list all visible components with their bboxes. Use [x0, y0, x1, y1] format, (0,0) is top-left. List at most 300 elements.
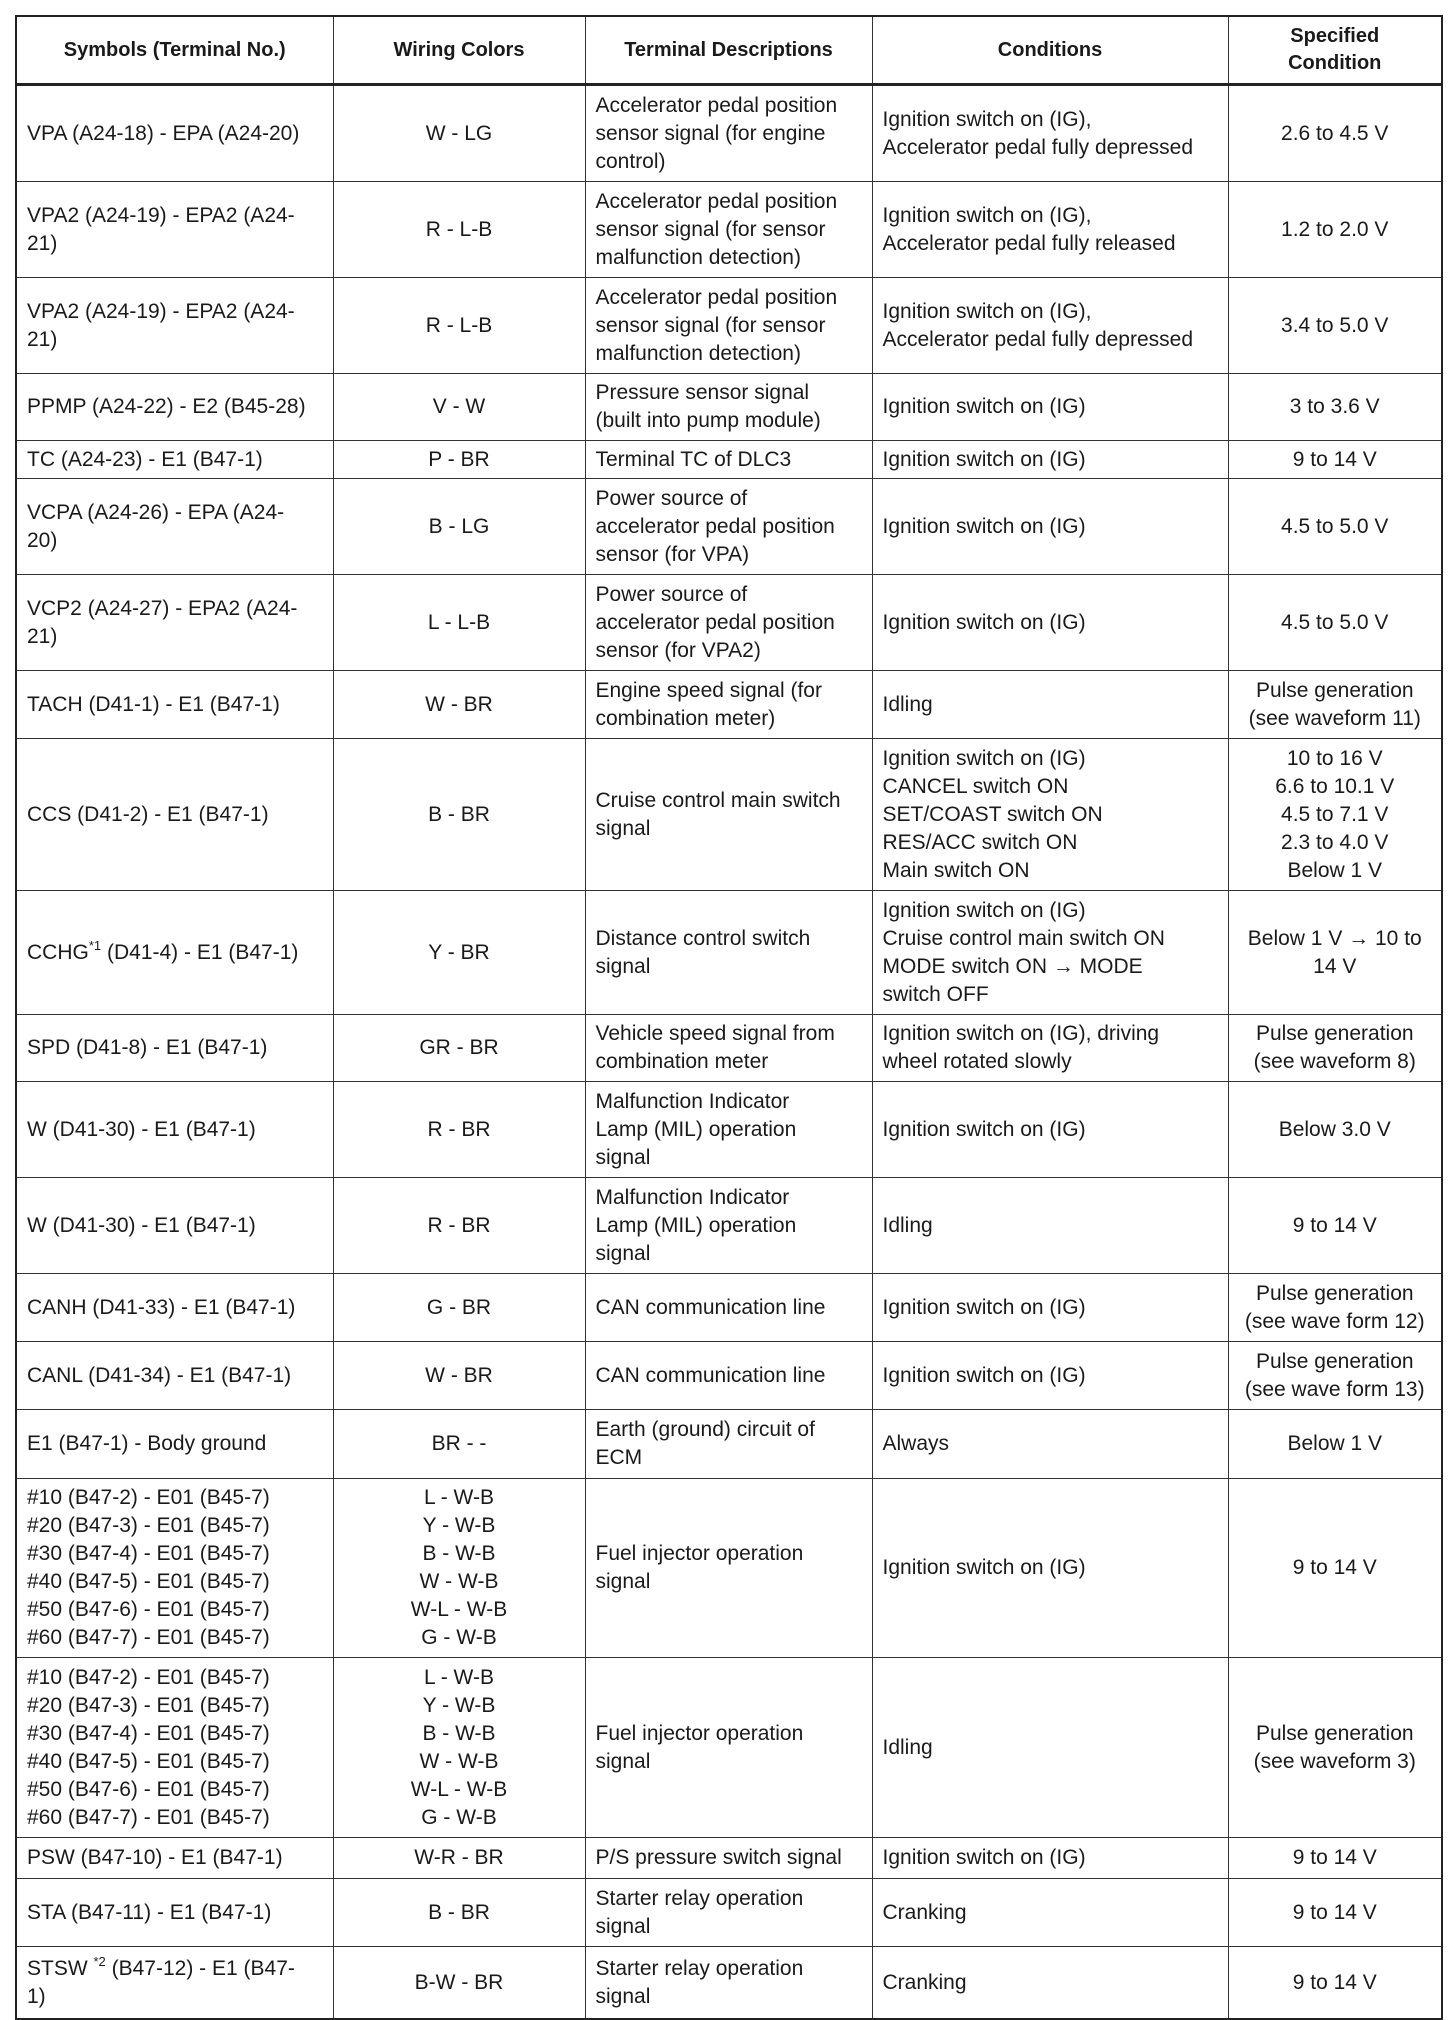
- cell-line: Y - W-B: [422, 1514, 496, 1537]
- table-row: [16, 1879, 1442, 1947]
- cell-line: L - W-B: [423, 1665, 494, 1689]
- cell-line: signal: [595, 1914, 651, 1938]
- cell-line: Distance control switch: [595, 926, 811, 950]
- cell-line: L - W-B: [423, 1486, 494, 1509]
- symbol-cell: [16, 1274, 333, 1342]
- symbol-cell: [16, 441, 333, 479]
- cell-line: Y - W-B: [422, 1693, 496, 1717]
- specified-condition-cell: [1228, 739, 1442, 891]
- header-symbols: Symbols (Terminal No.): [16, 16, 333, 85]
- cell-line: VCPA (A24-26) - EPA (A24-: [27, 500, 285, 524]
- cell-line: 4.5 to 7.1 V: [1281, 802, 1389, 826]
- cell-line: 9 to 14 V: [1292, 1900, 1377, 1924]
- conditions-cell: [872, 441, 1228, 479]
- table-row: [16, 1178, 1442, 1274]
- cell-line: #10 (B47-2) - E01 (B45-7): [27, 1486, 270, 1509]
- symbol-name: CCHG: [27, 940, 89, 964]
- cell-line: Cruise control main switch: [595, 788, 841, 812]
- symbol-cell: [16, 1479, 333, 1658]
- symbol-terminals: (D41-4) - E1 (B47-1): [101, 940, 299, 964]
- cell-line: Ignition switch on (IG), driving: [882, 1022, 1160, 1045]
- cell-line: CANH (D41-33) - E1 (B47-1): [27, 1295, 296, 1319]
- specified-condition-cell: [1228, 1658, 1442, 1838]
- cell-line: sensor (for VPA2): [595, 638, 761, 662]
- symbol-cell: [16, 1410, 333, 1479]
- cell-line: V - W: [432, 395, 486, 418]
- cell-line: (built into pump module): [595, 409, 821, 432]
- wiring-colors-cell: [333, 278, 585, 374]
- cell-line: 9 to 14 V: [1292, 1556, 1377, 1579]
- table-row: [16, 1947, 1442, 2020]
- cell-line: sensor (for VPA): [595, 542, 750, 566]
- table-body: [16, 85, 1442, 2020]
- cell-line: Ignition switch on (IG): [882, 1117, 1086, 1141]
- cell-line: P/S pressure switch signal: [595, 1846, 842, 1869]
- cell-line: #20 (B47-3) - E01 (B45-7): [27, 1514, 270, 1537]
- cell-line: Pulse generation: [1255, 1721, 1414, 1745]
- cell-line-with-footnote: [27, 1955, 323, 1983]
- cell-line: (see wave form 12): [1244, 1309, 1425, 1333]
- wiring-colors-cell: [333, 671, 585, 739]
- conditions-cell: [872, 1479, 1228, 1658]
- terminal-description-cell: [585, 1178, 872, 1274]
- cell-line: Always: [882, 1432, 950, 1455]
- cell-line: 9 to 14 V: [1292, 1846, 1377, 1869]
- cell-line: 9 to 14 V: [1292, 1970, 1377, 1994]
- symbol-cell: [16, 1178, 333, 1274]
- symbol-cell: [16, 1082, 333, 1178]
- symbol-cell: [16, 1658, 333, 1838]
- cell-line: TACH (D41-1) - E1 (B47-1): [27, 692, 280, 716]
- cell-line: sensor signal (for engine: [595, 121, 826, 145]
- header-conditions: Conditions: [872, 16, 1228, 85]
- footnote-marker: *2: [93, 1953, 106, 1969]
- cell-line: VPA2 (A24-19) - EPA2 (A24-: [27, 299, 295, 323]
- cell-line: Below 1 V: [1287, 1432, 1383, 1455]
- conditions-cell: [872, 374, 1228, 441]
- cell-line: SET/COAST switch ON: [882, 802, 1103, 826]
- cell-line: G - W-B: [421, 1626, 497, 1649]
- wiring-colors-cell: [333, 182, 585, 278]
- cell-line: Ignition switch on (IG): [882, 1846, 1086, 1869]
- table-row: [16, 575, 1442, 671]
- cell-line: 2.3 to 4.0 V: [1281, 830, 1389, 854]
- cell-line: Cranking: [882, 1970, 967, 1994]
- cell-line: Earth (ground) circuit of: [595, 1418, 815, 1441]
- cell-line: STA (B47-11) - E1 (B47-1): [27, 1900, 272, 1924]
- specified-condition-cell: [1228, 182, 1442, 278]
- cell-line: accelerator pedal position: [595, 610, 835, 634]
- conditions-cell: [872, 1082, 1228, 1178]
- table-row: [16, 1342, 1442, 1410]
- specified-condition-cell: [1228, 374, 1442, 441]
- terminal-description-cell: [585, 278, 872, 374]
- cell-line: signal: [595, 816, 651, 840]
- cell-line: Below 1 V: [1287, 858, 1383, 882]
- table-row: [16, 891, 1442, 1015]
- cell-line: Pulse generation: [1255, 1349, 1414, 1373]
- conditions-cell: [872, 1178, 1228, 1274]
- cell-line: W-L - W-B: [410, 1777, 508, 1801]
- cell-line: CCS (D41-2) - E1 (B47-1): [27, 802, 269, 826]
- cell-line: (see wave form 13): [1244, 1377, 1425, 1401]
- cell-line: Starter relay operation: [595, 1956, 804, 1980]
- table-row: [16, 1479, 1442, 1658]
- cell-line: W-L - W-B: [410, 1598, 508, 1621]
- cell-line: combination meter): [595, 706, 776, 730]
- symbol-cell: [16, 671, 333, 739]
- cell-line: 1.2 to 2.0 V: [1281, 217, 1389, 241]
- cell-line: #10 (B47-2) - E01 (B45-7): [27, 1665, 270, 1689]
- cell-line: 10 to 16 V: [1286, 746, 1383, 770]
- cell-line: Power source of: [595, 582, 748, 606]
- cell-line: Cruise control main switch ON: [882, 926, 1165, 950]
- conditions-cell: [872, 1879, 1228, 1947]
- conditions-cell: [872, 182, 1228, 278]
- symbol-cell: [16, 1838, 333, 1879]
- cell-line: MODE switch ON → MODE: [882, 954, 1143, 978]
- cell-line: PPMP (A24-22) - E2 (B45-28): [27, 395, 306, 418]
- wiring-colors-cell: [333, 1015, 585, 1082]
- symbol-cell: [16, 1947, 333, 2020]
- cell-line: #60 (B47-7) - E01 (B45-7): [27, 1805, 270, 1829]
- cell-line: Idling: [882, 1213, 933, 1237]
- cell-line: W - BR: [425, 692, 493, 716]
- wiring-colors-cell: [333, 891, 585, 1015]
- cell-line: Accelerator pedal fully depressed: [882, 327, 1194, 351]
- cell-line: Ignition switch on (IG): [882, 395, 1086, 418]
- cell-line: Engine speed signal (for: [595, 678, 822, 702]
- terminal-description-cell: [585, 85, 872, 182]
- symbol-cell: [16, 278, 333, 374]
- cell-line-with-footnote: [27, 939, 323, 967]
- table-row: [16, 479, 1442, 575]
- cell-line: 9 to 14 V: [1292, 1213, 1377, 1237]
- cell-line: Ignition switch on (IG): [882, 1556, 1086, 1579]
- terminal-description-cell: [585, 1479, 872, 1658]
- wiring-colors-cell: [333, 1410, 585, 1479]
- wiring-colors-cell: [333, 1082, 585, 1178]
- table-row: [16, 374, 1442, 441]
- symbol-cell: [16, 891, 333, 1015]
- table-row: [16, 739, 1442, 891]
- cell-line: CAN communication line: [595, 1295, 826, 1319]
- specified-condition-cell: [1228, 479, 1442, 575]
- cell-line: 21): [27, 624, 58, 648]
- cell-line: Pulse generation: [1255, 1281, 1414, 1305]
- cell-line: R - BR: [427, 1213, 491, 1237]
- terminal-description-cell: [585, 575, 872, 671]
- specified-condition-cell: [1228, 575, 1442, 671]
- cell-line: Starter relay operation: [595, 1886, 804, 1910]
- cell-line: Accelerator pedal position: [595, 285, 838, 309]
- wiring-colors-cell: [333, 1838, 585, 1879]
- cell-line: B-W - BR: [414, 1970, 504, 1994]
- cell-line: Ignition switch on (IG): [882, 447, 1086, 471]
- cell-line: switch OFF: [882, 982, 989, 1006]
- terminal-description-cell: [585, 441, 872, 479]
- cell-line: #40 (B47-5) - E01 (B45-7): [27, 1749, 270, 1773]
- conditions-cell: [872, 671, 1228, 739]
- wiring-colors-cell: [333, 85, 585, 182]
- table-row: [16, 1082, 1442, 1178]
- terminal-description-cell: [585, 891, 872, 1015]
- conditions-cell: [872, 1342, 1228, 1410]
- header-row: [16, 16, 1442, 85]
- cell-line: 21): [27, 231, 58, 255]
- cell-line: Pulse generation: [1255, 678, 1414, 702]
- specified-condition-cell: [1228, 1274, 1442, 1342]
- cell-line: CANL (D41-34) - E1 (B47-1): [27, 1363, 292, 1387]
- symbol-cell: [16, 1342, 333, 1410]
- conditions-cell: [872, 1658, 1228, 1838]
- table-row: [16, 1658, 1442, 1838]
- wiring-colors-cell: [333, 1658, 585, 1838]
- cell-line: 14 V: [1313, 954, 1357, 978]
- cell-line: VCP2 (A24-27) - EPA2 (A24-: [27, 596, 298, 620]
- conditions-cell: [872, 575, 1228, 671]
- specified-condition-cell: [1228, 1838, 1442, 1879]
- cell-line: W - BR: [425, 1363, 493, 1387]
- header-terminal-descriptions: Terminal Descriptions: [585, 16, 872, 85]
- header-specified-line: Specified: [1290, 25, 1380, 47]
- cell-line: Ignition switch on (IG): [882, 746, 1086, 770]
- cell-line: malfunction detection): [595, 245, 801, 269]
- table-row: [16, 1015, 1442, 1082]
- wiring-colors-cell: [333, 739, 585, 891]
- cell-line: 3.4 to 5.0 V: [1281, 313, 1389, 337]
- cell-line: Fuel injector operation: [595, 1721, 804, 1745]
- cell-line: combination meter: [595, 1050, 769, 1073]
- cell-line: G - BR: [426, 1295, 492, 1319]
- terminal-description-cell: [585, 479, 872, 575]
- symbol-cell: [16, 182, 333, 278]
- header-condition-line: Condition: [1288, 52, 1382, 74]
- specified-condition-cell: [1228, 1479, 1442, 1658]
- wiring-colors-cell: [333, 479, 585, 575]
- cell-line: #50 (B47-6) - E01 (B45-7): [27, 1598, 270, 1621]
- conditions-cell: [872, 1015, 1228, 1082]
- conditions-cell: [872, 1410, 1228, 1479]
- terminal-description-cell: [585, 1410, 872, 1479]
- cell-line: Y - BR: [428, 940, 490, 964]
- conditions-cell: [872, 1838, 1228, 1879]
- table-row: [16, 1410, 1442, 1479]
- cell-line: R - L-B: [425, 217, 493, 241]
- table-header: [16, 16, 1442, 85]
- cell-line: B - W-B: [422, 1721, 496, 1745]
- terminal-description-cell: [585, 1082, 872, 1178]
- cell-line: R - BR: [427, 1117, 491, 1141]
- conditions-cell: [872, 739, 1228, 891]
- cell-line: W - W-B: [419, 1570, 499, 1593]
- specified-condition-cell: [1228, 1879, 1442, 1947]
- wiring-colors-cell: [333, 1178, 585, 1274]
- cell-line: Lamp (MIL) operation: [595, 1213, 797, 1237]
- cell-line: signal: [595, 1241, 651, 1265]
- terminal-description-cell: [585, 1658, 872, 1838]
- cell-line: sensor signal (for sensor: [595, 313, 826, 337]
- cell-line: Ignition switch on (IG),: [882, 107, 1092, 131]
- cell-line: Ignition switch on (IG): [882, 514, 1086, 538]
- cell-line: signal: [595, 1984, 651, 2008]
- specified-condition-cell: [1228, 1947, 1442, 2020]
- terminal-description-cell: [585, 1342, 872, 1410]
- cell-line: Accelerator pedal position: [595, 93, 838, 117]
- conditions-cell: [872, 1947, 1228, 2020]
- cell-line: 21): [27, 327, 58, 351]
- cell-line: W (D41-30) - E1 (B47-1): [27, 1117, 256, 1141]
- specified-condition-cell: [1228, 1015, 1442, 1082]
- cell-line: accelerator pedal position: [595, 514, 835, 538]
- cell-line: W-R - BR: [414, 1846, 504, 1869]
- cell-line: Accelerator pedal position: [595, 189, 838, 213]
- table-row: [16, 441, 1442, 479]
- cell-line: signal: [595, 954, 651, 978]
- symbol-cell: [16, 1879, 333, 1947]
- cell-line: L - L-B: [427, 610, 491, 634]
- cell-line: SPD (D41-8) - E1 (B47-1): [27, 1036, 268, 1059]
- cell-line: RES/ACC switch ON: [882, 830, 1078, 854]
- cell-line: signal: [595, 1570, 651, 1593]
- symbol-cell: [16, 739, 333, 891]
- cell-line: Ignition switch on (IG): [882, 610, 1086, 634]
- cell-line: 9 to 14 V: [1292, 447, 1377, 471]
- cell-line: Vehicle speed signal from: [595, 1022, 835, 1045]
- cell-line: #30 (B47-4) - E01 (B45-7): [27, 1721, 270, 1745]
- table-row: [16, 182, 1442, 278]
- cell-line: Ignition switch on (IG): [882, 1363, 1086, 1387]
- cell-line: #50 (B47-6) - E01 (B45-7): [27, 1777, 270, 1801]
- cell-line: Terminal TC of DLC3: [595, 447, 792, 471]
- cell-line: sensor signal (for sensor: [595, 217, 826, 241]
- table-row: [16, 85, 1442, 182]
- specified-condition-cell: [1228, 671, 1442, 739]
- cell-line: Idling: [882, 1735, 933, 1759]
- cell-line: 20): [27, 528, 58, 552]
- terminal-description-cell: [585, 1838, 872, 1879]
- cell-line: #40 (B47-5) - E01 (B45-7): [27, 1570, 270, 1593]
- cell-line: 6.6 to 10.1 V: [1275, 774, 1395, 798]
- cell-line: 2.6 to 4.5 V: [1281, 121, 1389, 145]
- wiring-colors-cell: [333, 374, 585, 441]
- cell-line: Cranking: [882, 1900, 967, 1924]
- cell-line: B - BR: [428, 1900, 490, 1924]
- table-row: [16, 671, 1442, 739]
- header-specified-condition: [1228, 16, 1442, 85]
- cell-line: Below 3.0 V: [1278, 1117, 1391, 1141]
- conditions-cell: [872, 479, 1228, 575]
- cell-line: CAN communication line: [595, 1363, 826, 1387]
- wiring-colors-cell: [333, 1274, 585, 1342]
- cell-line: Ignition switch on (IG): [882, 1295, 1086, 1319]
- cell-line: Accelerator pedal fully released: [882, 231, 1176, 255]
- cell-line: (see waveform 8): [1253, 1050, 1416, 1073]
- cell-line: B - LG: [428, 514, 490, 538]
- terminal-spec-table: [15, 15, 1443, 2020]
- header-wiring-colors: Wiring Colors: [333, 16, 585, 85]
- wiring-colors-cell: [333, 575, 585, 671]
- cell-line: Malfunction Indicator: [595, 1185, 790, 1209]
- cell-line: Ignition switch on (IG): [882, 898, 1086, 922]
- specified-condition-cell: [1228, 1082, 1442, 1178]
- cell-line: R - L-B: [425, 313, 493, 337]
- cell-line: #20 (B47-3) - E01 (B45-7): [27, 1693, 270, 1717]
- cell-line: control): [595, 149, 666, 173]
- cell-line: CANCEL switch ON: [882, 774, 1069, 798]
- cell-line: (see waveform 3): [1253, 1749, 1416, 1773]
- specified-condition-cell: [1228, 441, 1442, 479]
- symbol-cell: [16, 85, 333, 182]
- cell-line: W (D41-30) - E1 (B47-1): [27, 1213, 256, 1237]
- wiring-colors-cell: [333, 441, 585, 479]
- cell-line: Idling: [882, 692, 933, 716]
- cell-line: GR - BR: [419, 1036, 499, 1059]
- cell-line: Pressure sensor signal: [595, 381, 810, 404]
- cell-line: W - LG: [425, 121, 493, 145]
- cell-line: VPA2 (A24-19) - EPA2 (A24-: [27, 203, 295, 227]
- cell-line: ECM: [595, 1446, 643, 1469]
- cell-line: wheel rotated slowly: [882, 1050, 1072, 1073]
- cell-line: B - BR: [428, 802, 490, 826]
- cell-line: PSW (B47-10) - E1 (B47-1): [27, 1846, 283, 1869]
- specified-condition-cell: [1228, 1178, 1442, 1274]
- cell-line: BR - -: [431, 1432, 487, 1455]
- cell-line: P - BR: [428, 447, 490, 471]
- cell-line: malfunction detection): [595, 341, 801, 365]
- cell-line: Malfunction Indicator: [595, 1089, 790, 1113]
- symbol-cell: [16, 575, 333, 671]
- symbol-terminals: (B47-12) - E1 (B47-: [105, 1956, 295, 1980]
- specified-condition-cell: [1228, 85, 1442, 182]
- wiring-colors-cell: [333, 1479, 585, 1658]
- cell-line: 1): [27, 1984, 46, 2008]
- wiring-colors-cell: [333, 1342, 585, 1410]
- cell-line: B - W-B: [422, 1542, 496, 1565]
- cell-line: Accelerator pedal fully depressed: [882, 135, 1194, 159]
- cell-line: signal: [595, 1145, 651, 1169]
- symbol-cell: [16, 374, 333, 441]
- symbol-cell: [16, 479, 333, 575]
- terminal-description-cell: [585, 1274, 872, 1342]
- cell-line: VPA (A24-18) - EPA (A24-20): [27, 121, 300, 145]
- terminal-description-cell: [585, 1947, 872, 2020]
- cell-line: Ignition switch on (IG),: [882, 203, 1092, 227]
- cell-line: #60 (B47-7) - E01 (B45-7): [27, 1626, 270, 1649]
- terminal-description-cell: [585, 739, 872, 891]
- specified-condition-cell: [1228, 1410, 1442, 1479]
- cell-line: 4.5 to 5.0 V: [1281, 610, 1389, 634]
- conditions-cell: [872, 278, 1228, 374]
- cell-line: #30 (B47-4) - E01 (B45-7): [27, 1542, 270, 1565]
- terminal-description-cell: [585, 1879, 872, 1947]
- terminal-description-cell: [585, 374, 872, 441]
- footnote-marker: *1: [88, 937, 102, 953]
- specified-condition-cell: [1228, 278, 1442, 374]
- cell-line: Lamp (MIL) operation: [595, 1117, 797, 1141]
- conditions-cell: [872, 85, 1228, 182]
- symbol-name: STSW: [27, 1956, 94, 1980]
- specified-condition-cell: [1228, 891, 1442, 1015]
- table-row: [16, 278, 1442, 374]
- cell-line: W - W-B: [419, 1749, 499, 1773]
- cell-line: E1 (B47-1) - Body ground: [27, 1432, 267, 1455]
- cell-line: 4.5 to 5.0 V: [1281, 514, 1389, 538]
- cell-line: Pulse generation: [1255, 1022, 1414, 1045]
- conditions-cell: [872, 1274, 1228, 1342]
- terminal-description-cell: [585, 182, 872, 278]
- cell-line: Ignition switch on (IG),: [882, 299, 1092, 323]
